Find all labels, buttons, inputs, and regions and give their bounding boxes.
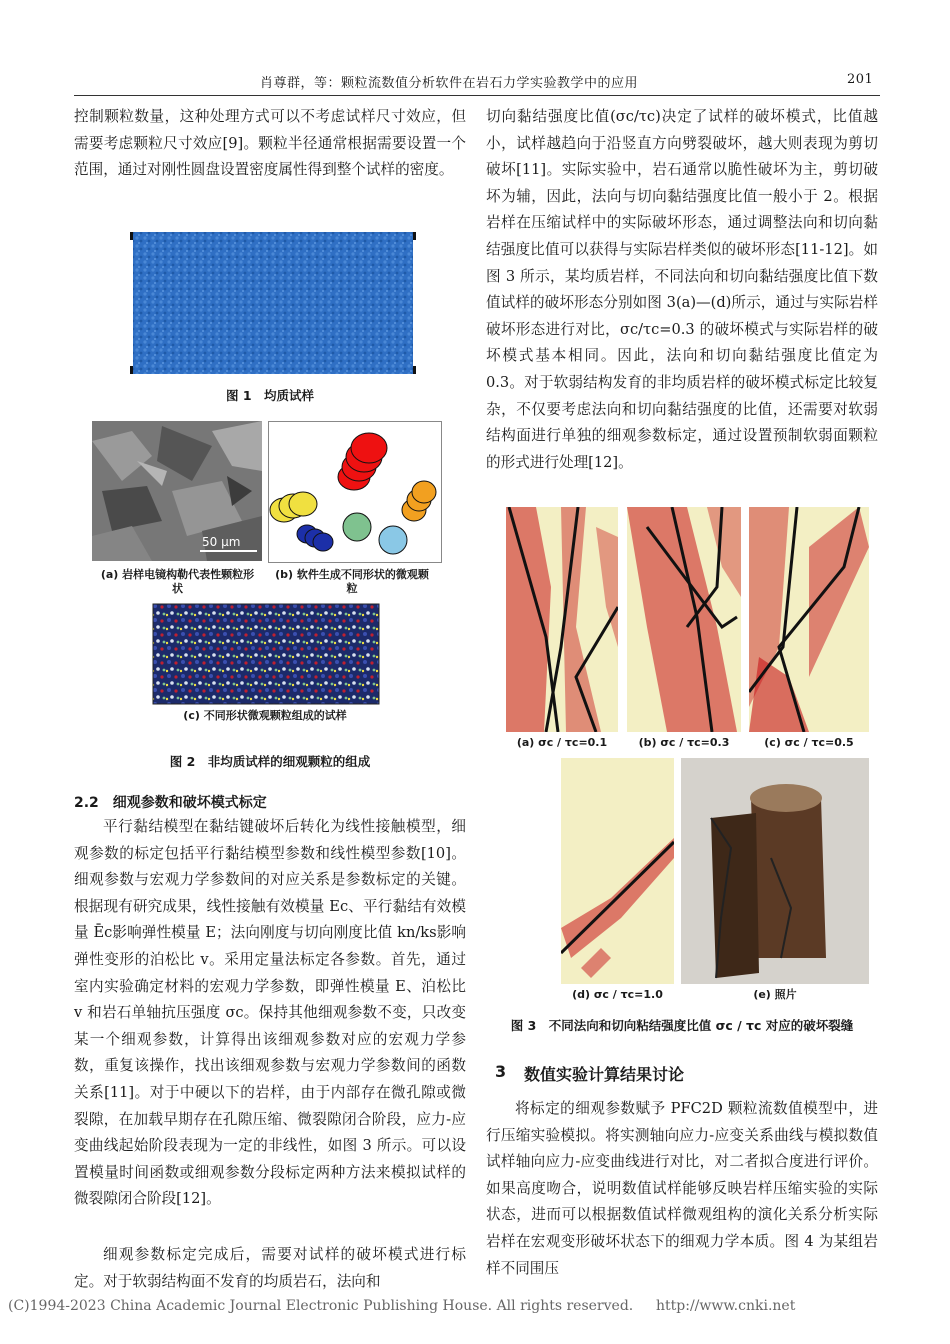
figure-3c-image [749,507,869,732]
figure-3b-subcaption: (b) σc / τc=0.3 [638,736,730,749]
figure-3e-subcaption: (e) 照片 [753,988,797,1001]
section-3-number: 3 [495,1062,507,1081]
figure-2-caption: 图 2 非均质试样的细观颗粒的组成 [169,754,371,769]
page-number: 201 [847,72,874,87]
right-paragraph-2: 将标定的细观参数赋予 PFC2D 颗粒流数值模型中，进行压缩实验模拟。将实测轴向应力-应变关系曲线与模拟数值试样轴向应力-应变曲线进行对比，对二者拟合度进行评价。如果高度吻合，说明数值试样能够反映岩样压缩实验的实际状态，进而可以根据数值试样微观组构的演化关系分析实际岩样在宏观变形破坏状态下的细观力学本质。图 4 为某组岩样不同围压 [486,1100,878,1277]
figure-3a-image [506,507,618,732]
left-paragraph-3: 细观参数标定完成后，需要对试样的破坏模式进行标定。对于软弱结构面不发育的均质岩石，法向和 [74,1246,466,1290]
figure-2b-particles-image [268,421,442,563]
figure-1-image [127,228,423,378]
right-paragraph-1: 切向黏结强度比值(σc/τc)决定了试样的破坏模式，比值越小，试样越趋向于沿竖直方向劈裂破坏，越大则表现为剪切破坏[11]。实际实验中，岩石通常以脆性破坏为主，剪切破坏为辅，因此，法向与切向黏结强度比值一般小于 2。根据岩样在压缩试样中的实际破坏形态，通过调整法向和切向黏结强度比值可以获得与实际岩样类似的破坏形态[11-12]。如图 3 所示，某均质岩样，不同法向和切向黏结强度比值下数值试样的破坏形态分别如图 3(a)—(d)所示，通过与实际岩样破坏形态进行对比，σc/τc=0.3 的破坏模式与实际岩样的破坏模式基本相同。因此，法向和切向黏结强度比值定为 0.3。对于软弱结构发育的非均质岩样的破坏模式标定比较复杂，不仅要考虑法向和切向黏结强度的比值，还需要对软弱结构面进行单独的细观参数标定，通过设置预制软弱面颗粒的形式进行处理[12]。 [486,108,878,471]
figure-3e-photo [681,758,869,984]
running-title: 肖尊群，等：颗粒流数值分析软件在岩石力学实验教学中的应用 [260,76,639,91]
figure-3c-subcaption: (c) σc / τc=0.5 [764,736,854,749]
figure-3b-image [627,507,741,732]
figure-3a-subcaption: (a) σc / τc=0.1 [516,736,608,749]
left-paragraph-2: 平行黏结模型在黏结键破坏后转化为线性接触模型，细观参数的标定包括平行黏结模型参数和线性模型参数[10]。细观参数与宏观力学参数间的对应关系是参数标定的关键。根据现有研究成果，线性接触有效模量 Ec、平行黏结有效模量 Ēc影响弹性模量 E；法向刚度与切向刚度比值 kn/ks影响弹性变形的泊松比 v。采用定量法标定各参数。首先，通过室内实验确定材料的宏观力学参数，即弹性模量 E、泊松比 v 和岩石单轴抗压强度 σc。保持其他细观参数不变，只改变某一个细观参数，计算得出该细观参数对应的宏观力学参数，重复该操作，找出该细观参数与宏观力学参数间的函数关系[11]。对于中硬以下的岩样，由于内部存在微孔隙或微裂隙，在加载早期存在孔隙压缩、微裂隙闭合阶段，应力-应变曲线起始阶段表现为一定的非线性，如图 3 所示。可以设置模量时间函数或细观参数分段标定两种方法来模拟试样的微裂隙闭合阶段[12]。 [74,818,466,1208]
figure-3-caption: 图 3 不同法向和切向粘结强度比值 σc / τc 对应的破坏裂缝 [510,1018,854,1033]
figure-3d-subcaption: (d) σc / τc=1.0 [572,988,663,1001]
figure-3d-image [561,758,674,984]
figure-2c-sample-image [152,603,380,705]
copyright-footer: (C)1994-2023 China Academic Journal Electronic Publishing House. All rights reserved. [8,1298,634,1314]
figure-2c-subcaption: (c) 不同形状微观颗粒组成的试样 [183,709,347,722]
scale-bar-label: 50 μm [202,535,241,549]
figure-1-caption: 图 1 均质试样 [225,388,315,403]
figure-2a-subcaption: (a) 岩样电镜构勒代表性颗粒形状 [100,568,255,595]
section-3-title: 数值实验计算结果讨论 [524,1065,685,1084]
section-2-2-title: 2.2 细观参数和破坏模式标定 [74,795,267,811]
figure-2a-sem-image [92,421,262,561]
figure-2b-subcaption: (b) 软件生成不同形状的微观颗粒 [275,568,429,595]
left-paragraph-1: 控制颗粒数量，这种处理方式可以不考虑试样尺寸效应，但需要考虑颗粒尺寸效应[9]。颗粒半径通常根据需要设置一个范围，通过对刚性圆盘设置密度属性得到整个试样的密度。 [74,108,466,179]
header-rule [74,95,880,96]
footer-url[interactable]: http://www.cnki.net [656,1298,796,1314]
